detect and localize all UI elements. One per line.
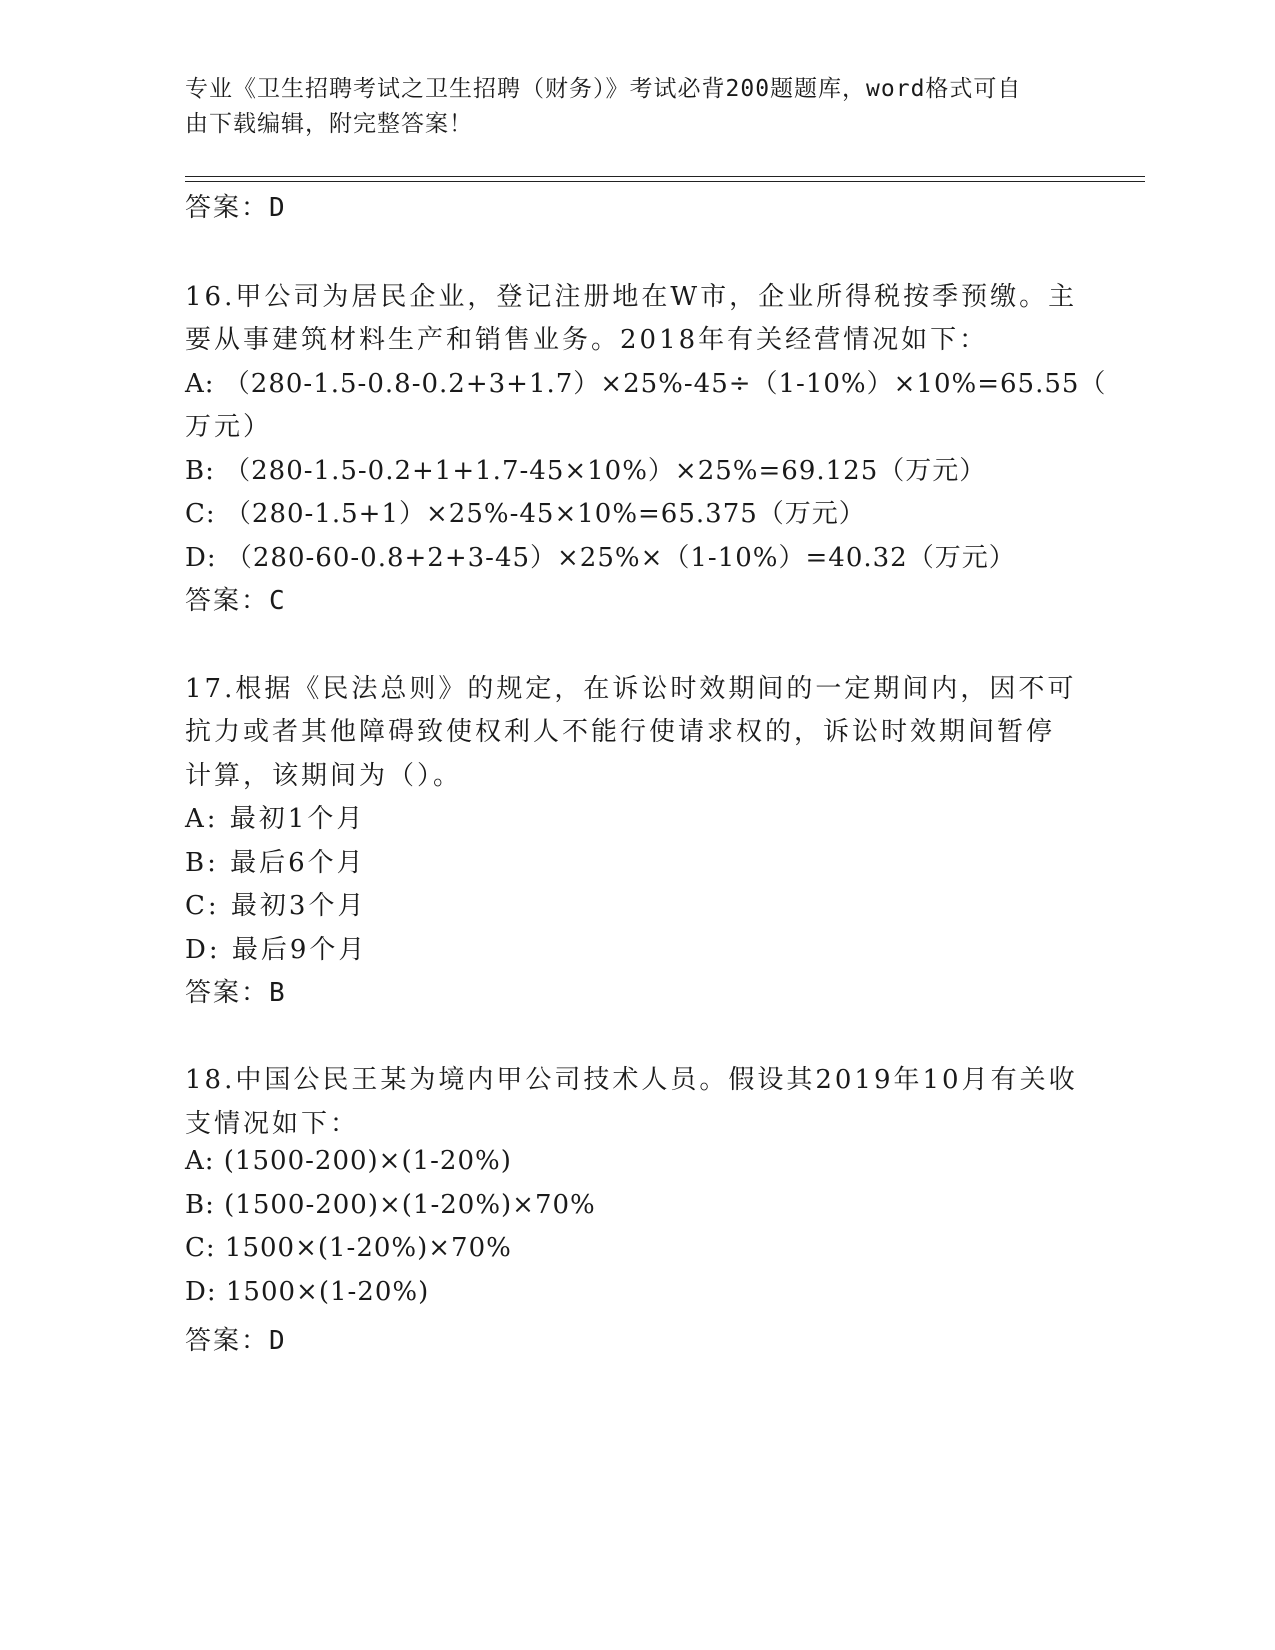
q17-answer: 答案：B [185, 978, 287, 1008]
header-line-2: 由下载编辑，附完整答案！ [185, 111, 473, 137]
q18-answer: 答案：D [185, 1326, 287, 1356]
q17-stem-line-1: 17.根据《民法总则》的规定，在诉讼时效期间的一定期间内，因不可 [185, 674, 1077, 704]
q17-stem-line-3: 计算，该期间为（）。 [185, 761, 463, 791]
q17-option-a: A: 最初1个月 [185, 804, 366, 834]
q17-stem-line-2: 抗力或者其他障碍致使权利人不能行使请求权的，诉讼时效期间暂停 [185, 717, 1056, 747]
q16-option-a-line-2: 万元） [185, 412, 273, 442]
header-line-1: 专业《卫生招聘考试之卫生招聘（财务）》考试必背200题题库，word格式可自 [185, 76, 1022, 102]
q18-option-b: B: (1500-200)×(1-20%)×70% [185, 1190, 596, 1220]
q16-option-b: B: （280-1.5-0.2+1+1.7-45×10%）×25%=69.125（万元） [185, 456, 987, 486]
answer-prev-question: 答案：D [185, 193, 287, 223]
q16-option-a-line-1: A: （280-1.5-0.8-0.2+3+1.7）×25%-45÷（1-10%）×10%=65.55（ [185, 369, 1107, 399]
q18-stem-line-1: 18.中国公民王某为境内甲公司技术人员。假设其2019年10月有关收 [185, 1065, 1078, 1095]
q17-option-d: D: 最后9个月 [185, 935, 368, 965]
q16-stem-line-2: 要从事建筑材料生产和销售业务。2018年有关经营情况如下： [185, 325, 989, 355]
header-divider-top [185, 176, 1145, 177]
q18-stem-line-2: 支情况如下： [185, 1109, 360, 1139]
q16-stem-line-1: 16.甲公司为居民企业，登记注册地在W市，企业所得税按季预缴。主 [185, 282, 1078, 312]
q17-option-b: B: 最后6个月 [185, 848, 366, 878]
q18-option-a: A: (1500-200)×(1-20%) [185, 1146, 512, 1176]
header-divider-bottom [185, 181, 1145, 182]
q18-option-d: D: 1500×(1-20%) [185, 1277, 430, 1307]
document-header [185, 72, 1085, 142]
q16-answer: 答案：C [185, 586, 287, 616]
q18-option-c: C: 1500×(1-20%)×70% [185, 1233, 512, 1263]
q17-option-c: C: 最初3个月 [185, 891, 367, 921]
q16-option-d: D: （280-60-0.8+2+3-45）×25%×（1-10%）=40.32（万元） [185, 543, 1016, 573]
q16-option-c: C: （280-1.5+1）×25%-45×10%=65.375（万元） [185, 499, 866, 529]
